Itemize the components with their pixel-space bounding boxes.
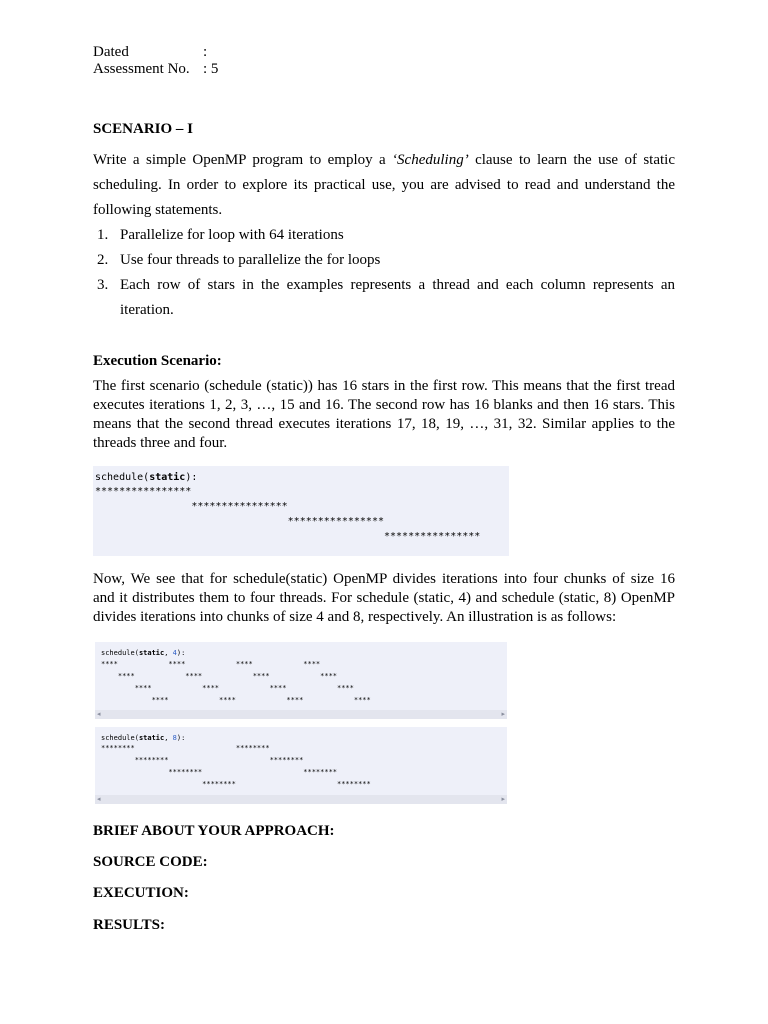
assessment-label: Assessment No. <box>93 61 190 77</box>
source-code-heading: SOURCE CODE: <box>93 854 208 870</box>
execution-heading: Execution Scenario: <box>93 353 222 369</box>
now-line-3: divides iterations into chunks of size 4 and 8, respectively. An illustration is as follows: <box>93 609 617 625</box>
assessment-value: : 5 <box>203 61 219 77</box>
scroll-right-icon[interactable]: ▸ <box>501 710 505 718</box>
thread-row-4: **************** <box>95 531 481 542</box>
thread-row-3: **** **** **** **** <box>101 684 354 692</box>
code-block-static-8 <box>95 727 507 804</box>
scroll-left-icon[interactable]: ◂ <box>97 710 101 718</box>
intro-text-a: Write a simple OpenMP program to employ a <box>93 152 386 168</box>
execution-line-3: means that the second thread executes iterations 17, 18, 19, …, 31, 32. Similar applies to the <box>93 416 675 432</box>
dated-label: Dated <box>93 44 129 60</box>
thread-row-1: **************** <box>95 486 192 497</box>
intro-line-1 <box>93 151 675 169</box>
now-line-2: and it distributes them to four threads. For schedule (static, 4) and schedule (static, 8) OpenMP <box>93 590 675 606</box>
execution-line-1: The first scenario (schedule (static)) has 16 stars in the first row. This means that the first tread <box>93 378 675 394</box>
list-item-3-cont: iteration. <box>120 302 174 318</box>
list-item-1: Parallelize for loop with 64 iterations <box>120 227 344 243</box>
scroll-left-icon[interactable]: ◂ <box>97 795 101 803</box>
results-heading: RESULTS: <box>93 917 165 933</box>
code-header: schedule(static): <box>95 472 198 483</box>
execution-section-heading: EXECUTION: <box>93 885 189 901</box>
thread-row-2: **************** <box>95 501 288 512</box>
code-block-static <box>93 466 509 556</box>
thread-row-4: ******** ******** <box>101 780 371 788</box>
thread-row-4: **** **** **** **** <box>101 696 371 704</box>
list-num-1: 1. <box>97 227 109 243</box>
approach-heading: BRIEF ABOUT YOUR APPROACH: <box>93 823 335 839</box>
code-header: schedule(static, 4): <box>101 649 186 657</box>
list-item-2: Use four threads to parallelize the for loops <box>120 252 381 268</box>
intro-line-2: scheduling. In order to explore its practical use, you are advised to read and understand the <box>93 177 675 193</box>
execution-line-4: threads three and four. <box>93 435 228 451</box>
thread-row-1: ******** ******** <box>101 744 270 752</box>
list-item-3: Each row of stars in the examples represents a thread and each column represents an <box>120 277 675 293</box>
list-num-3: 3. <box>97 277 109 293</box>
thread-row-3: **************** <box>95 516 384 527</box>
thread-row-3: ******** ******** <box>101 768 338 776</box>
horizontal-scrollbar[interactable] <box>95 795 507 804</box>
list-num-2: 2. <box>97 252 109 268</box>
thread-row-2: **** **** **** **** <box>101 672 338 680</box>
scenario-title: SCENARIO – I <box>93 121 194 137</box>
code-header: schedule(static, 8): <box>101 734 186 742</box>
intro-line-3: following statements. <box>93 202 223 218</box>
intro-text-b: clause to learn the use of static <box>475 152 675 168</box>
horizontal-scrollbar[interactable] <box>95 710 507 719</box>
now-line-1: Now, We see that for schedule(static) OpenMP divides iterations into four chunks of size 16 <box>93 571 675 587</box>
code-block-static-4 <box>95 642 507 719</box>
thread-row-1: **** **** **** **** <box>101 660 321 668</box>
execution-line-2: executes iterations 1, 2, 3, …, 15 and 16. The second row has 16 blanks and then 16 stars. This <box>93 397 675 413</box>
dated-colon: : <box>203 44 208 60</box>
thread-row-2: ******** ******** <box>101 756 304 764</box>
scheduling-emphasis: ‘Scheduling’ <box>392 152 469 168</box>
scroll-right-icon[interactable]: ▸ <box>501 795 505 803</box>
